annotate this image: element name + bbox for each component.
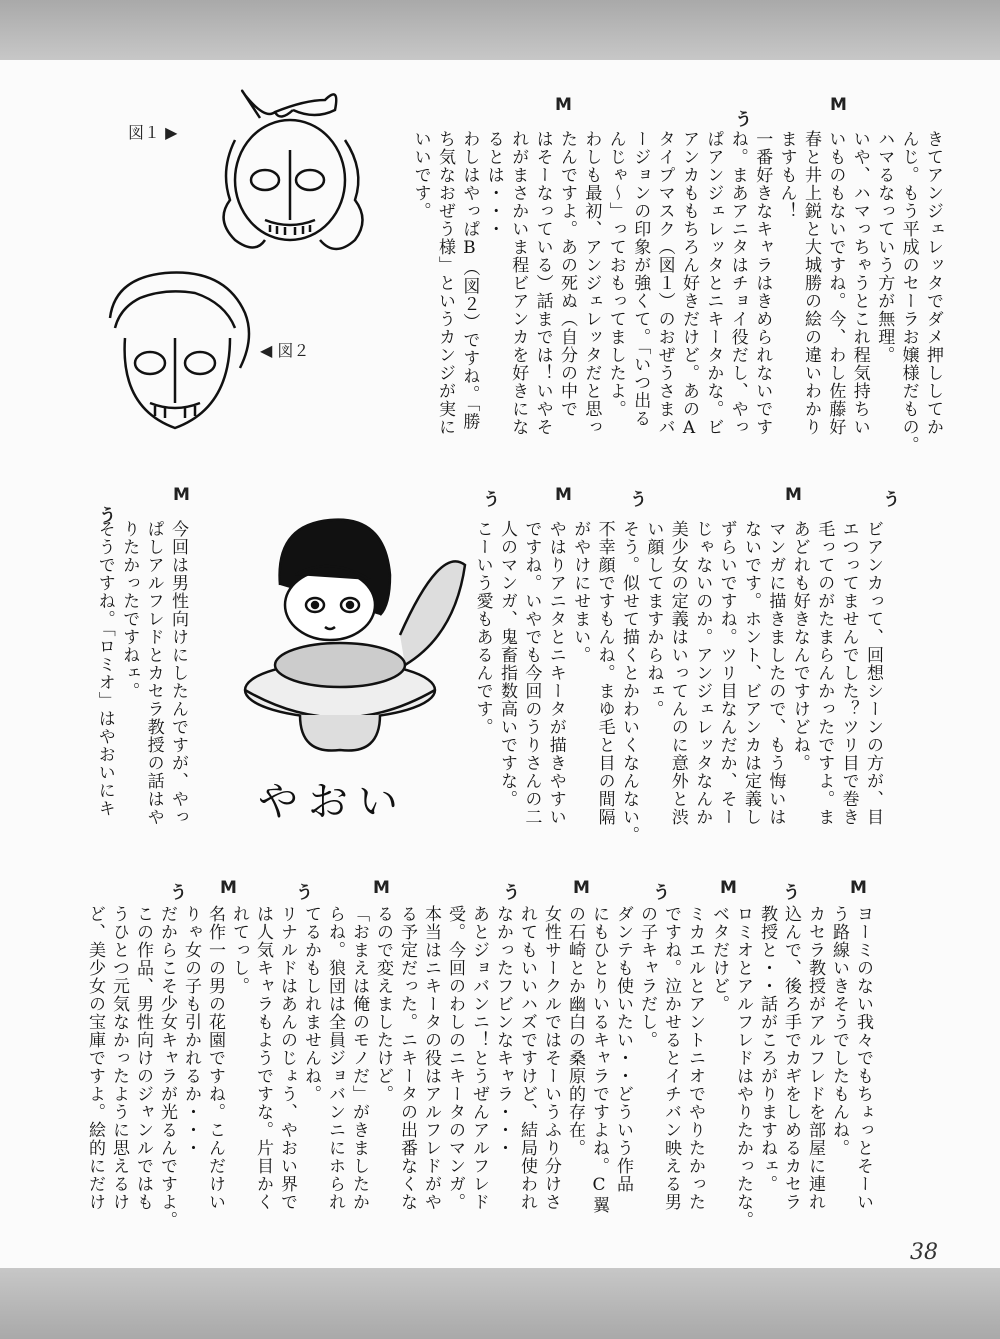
- text-column: てるかもしれませんね。: [301, 905, 321, 1103]
- text-column: れてっし。: [229, 905, 249, 995]
- scan-border-top: [0, 0, 1000, 60]
- speaker-m: M: [573, 878, 590, 898]
- scan-border-bottom: [0, 1268, 1000, 1339]
- text-column: らね。狼団は全員ジョバンニにホられ: [325, 905, 345, 1211]
- text-column: はそーなっている）話までは！いやそ: [532, 130, 553, 436]
- text-column: れがまさかいま程ビアンカを好きにな: [508, 130, 529, 436]
- text-column: だからこそ少女キャラが光るんですよ。: [157, 905, 177, 1229]
- speaker-m: M: [720, 878, 737, 898]
- text-column: るので変えましたけど。: [373, 905, 393, 1103]
- text-column: アンカももちろん好きだけど。あのA: [679, 130, 699, 439]
- text-column: 名作一の男の花園ですね。こんだけい: [205, 905, 225, 1211]
- text-column: ビアンカって、回想シーンの方が、目: [863, 520, 883, 826]
- text-column: 美少女の定義はいってんのに意外と渋: [667, 520, 688, 826]
- text-column: にもひとりいるキャラですよね。C翼: [589, 905, 609, 1214]
- page-number: 38: [910, 1240, 938, 1265]
- speaker-u: う: [783, 883, 800, 903]
- speaker-u: う: [630, 490, 647, 510]
- text-column: きてアンジェレッタでダメ押ししてか: [923, 130, 943, 436]
- text-column: りゃ女の子も引かれるか・・・: [181, 905, 201, 1157]
- text-column: ないです。ホント、ビアンカは定義し: [741, 520, 761, 826]
- text-column: そう。似せて描くとかわいくなんない。: [619, 520, 639, 844]
- text-column: なかったフビンなキャラ・・・: [493, 905, 513, 1157]
- text-column: 受。今回のわしのニキータのマンガ。: [445, 905, 465, 1211]
- text-column: 教授と・・話がころがりますねェ。: [757, 905, 777, 1193]
- speaker-u: う: [653, 883, 670, 903]
- text-column: ヨーミのない我々でもちょっとそーい: [853, 905, 873, 1211]
- text-column: リナルドはあんのじょう、やおい界で: [277, 905, 297, 1211]
- text-column: んじゃ〜」っておもってましたよ。: [605, 130, 626, 418]
- figure-2-label-text: 図２: [277, 341, 310, 360]
- text-column: この作品、男性向けのジャンルではも: [133, 905, 153, 1211]
- speaker-m: M: [373, 878, 390, 898]
- text-column: るとは・・・: [483, 130, 504, 238]
- figure-1-label: [128, 120, 177, 143]
- text-column: 女性サークルではそーいうふり分けさ: [541, 905, 561, 1211]
- text-column: ダンテも使いたい・・どういう作品: [613, 905, 633, 1193]
- arrow-left-icon: ◀: [260, 341, 273, 360]
- text-column: ロミオとアルフレドはやりたかったな。: [733, 905, 753, 1229]
- text-column: の子キャラだし。: [637, 905, 657, 1049]
- text-column: ぱアンジェレッタとニキータかな。ビ: [703, 130, 724, 436]
- speaker-u: う: [503, 883, 520, 903]
- speaker-u: う: [735, 110, 752, 130]
- text-column: んじ。もう平成のセーラお嬢様だもの。: [898, 130, 919, 454]
- text-column: ち気なおぜう様」というカンジが実に: [435, 130, 455, 436]
- text-column: 本当はニキータの役はアルフレドがや: [421, 905, 441, 1211]
- text-column: タイプマスク（図１）のおぜうさまバ: [654, 130, 675, 436]
- text-column: 毛ってのがたまらんかったですよ。ま: [814, 520, 835, 826]
- text-column: 込んで、後ろ手でカギをしめるカセラ: [781, 905, 801, 1211]
- text-column: じゃないのか。アンジェレッタなんか: [692, 520, 713, 826]
- text-column: やはりアニタとニキータが描きやすい: [545, 520, 566, 826]
- text-column: ハマるなっていう方が無理。: [874, 130, 895, 364]
- text-column: 今回は男性向けにしたんですが、やっ: [168, 520, 188, 826]
- text-column: 人のマンガ、鬼畜指数高いですな。: [497, 520, 517, 808]
- text-column: こーいう愛もあるんです。: [472, 520, 493, 736]
- text-column: わしも最初、アンジェレッタだと思っ: [581, 130, 602, 436]
- speaker-m: M: [850, 878, 867, 898]
- text-column: うひとつ元気なかったように思えるけ: [109, 905, 129, 1211]
- figure-2-illustration: [95, 268, 255, 433]
- text-column: わしはやっぱB（図２）ですね。「勝: [459, 130, 480, 431]
- text-column: りたかったですねェ。: [119, 520, 140, 700]
- yaoi-character-illustration: [240, 515, 470, 765]
- text-column: ね。まあアニタはチョイ役だし、やっ: [727, 130, 748, 436]
- text-column: ぱしアルフレドとカセラ教授の話はや: [143, 520, 164, 826]
- text-column: 「おまえは俺のモノだ」がきましたか: [349, 905, 369, 1211]
- text-column: がやけにせまい。: [570, 520, 591, 664]
- text-column: そうですね。「ロミオ」はやおいにキ: [94, 520, 115, 818]
- figure-2-label: [260, 338, 309, 361]
- text-column: あどれも好きなんですけどね。: [789, 520, 810, 772]
- arrow-right-icon: ▶: [165, 123, 178, 142]
- speaker-m: M: [830, 95, 847, 115]
- text-column: たんですよ。あの死ぬ（自分の中で: [557, 130, 577, 418]
- text-column: ですね。いやでも今回のうりさんの二: [521, 520, 542, 826]
- speaker-m: M: [220, 878, 237, 898]
- text-column: は人気キャラもようですな。片目かく: [253, 905, 273, 1211]
- text-column: カセラ教授がアルフレドを部屋に連れ: [805, 905, 825, 1211]
- text-column: 不幸顔ですもんね。まゆ毛と目の間隔: [594, 520, 615, 826]
- speaker-u: う: [99, 506, 116, 526]
- text-column: れてもいいハズですけど、結局使われ: [517, 905, 537, 1211]
- figure-1-label-text: 図１: [128, 123, 161, 142]
- speaker-m: M: [785, 485, 802, 505]
- text-column: 一番好きなキャラはきめられないです: [752, 130, 773, 436]
- text-column: ージョンの印象が強くて。「いつ出る: [630, 130, 651, 428]
- text-column: ミカエルとアントニオでやりたかった: [685, 905, 705, 1211]
- text-column: マンガに描きましたので、もう悔いは: [765, 520, 786, 826]
- text-column: ベタだけど。: [709, 905, 729, 1013]
- speaker-u: う: [170, 883, 187, 903]
- text-column: あとジョバンニ！とうぜんアルフレド: [469, 905, 489, 1211]
- text-column: ど、美少女の宝庫ですよ。絵的にだけ: [85, 905, 105, 1211]
- text-column: ずらいですね。ツリ目なんだか、そー: [716, 520, 737, 826]
- yaoi-title: やおい: [258, 779, 408, 825]
- figure-1-illustration: [205, 80, 375, 270]
- text-column: う路線いきそうでしたもんね。: [829, 905, 849, 1157]
- text-column: る予定だった。ニキータの出番なくな: [397, 905, 417, 1211]
- speaker-u: う: [296, 883, 313, 903]
- speaker-m: M: [555, 95, 572, 115]
- speaker-u: う: [483, 490, 500, 510]
- text-column: いものもないですね。今、わし佐藤好: [825, 130, 846, 436]
- text-column: い顔してますからねェ。: [643, 520, 664, 718]
- text-column: いいです。: [410, 130, 431, 220]
- text-column: 春と井上鋭と大城勝の絵の違いわかり: [801, 130, 821, 436]
- text-column: エつってませんでした？ツリ目で巻き: [838, 520, 859, 826]
- text-column: の石崎とか幽白の桑原的存在。: [565, 905, 585, 1157]
- speaker-m: M: [173, 485, 190, 505]
- text-column: ですね。泣かせるとイチバン映える男: [661, 905, 681, 1211]
- speaker-u: う: [883, 490, 900, 510]
- speaker-m: M: [555, 485, 572, 505]
- text-column: ますもん！: [776, 130, 797, 220]
- text-column: いや、ハマっちゃうとこれ程気持ちい: [849, 130, 870, 436]
